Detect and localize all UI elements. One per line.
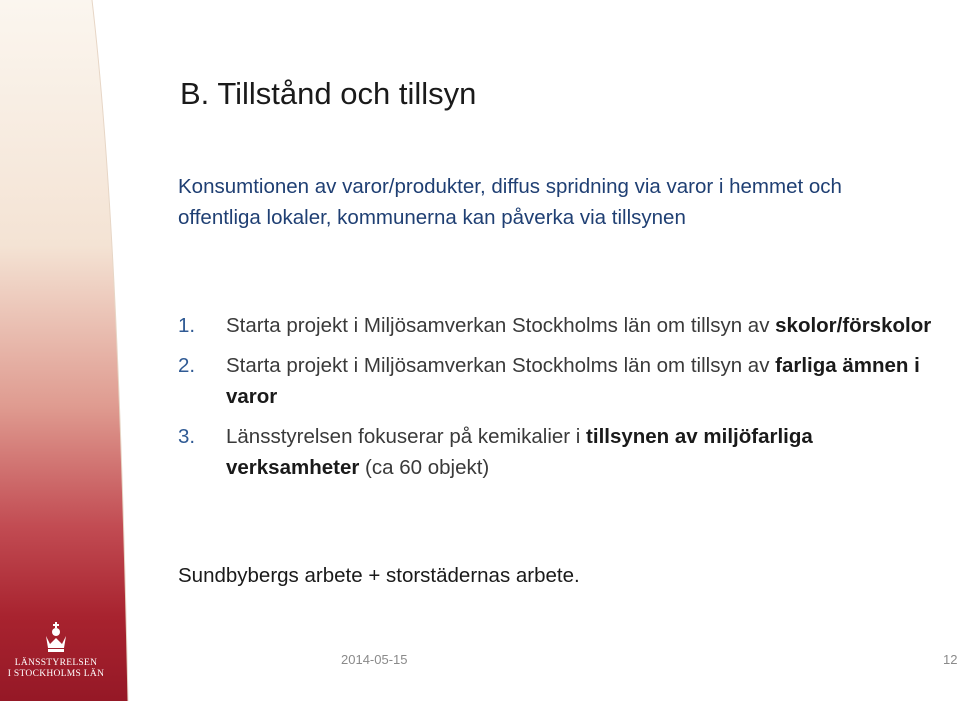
list-item-text: Starta projekt i Miljösamverkan Stockholms län om tillsyn av: [226, 314, 776, 337]
action-list: [178, 310, 938, 492]
list-item-number: 3.: [178, 425, 196, 448]
side-band: [0, 0, 130, 701]
list-item: [178, 421, 938, 483]
crown-icon: [43, 622, 69, 654]
list-item-tail: (ca 60 objekt): [359, 456, 490, 479]
list-item-number: 1.: [178, 314, 196, 337]
list-item-bold-2: miljöfarliga verksamheter: [226, 425, 813, 479]
footer-date: 2014-05-15: [341, 652, 408, 667]
intro-paragraph: Konsumtionen av varor/produkter, diffus spridning via varor i hemmet och offentliga lokaler, kommunerna kan påverka via tillsynen: [178, 175, 842, 229]
slide-title: B. Tillstånd och tillsyn: [180, 76, 477, 111]
list-item: [178, 310, 938, 341]
list-item-bold: tillsynen av: [586, 425, 698, 448]
lansstyrelsen-logo: [6, 622, 106, 692]
list-item-number: 2.: [178, 354, 196, 377]
logo-text-line1: LÄNSSTYRELSEN: [14, 658, 98, 668]
page-number: 12: [943, 652, 958, 667]
list-item-bold: farliga ämnen i varor: [226, 354, 920, 408]
side-band-graphic: [0, 0, 130, 701]
list-item-bold: skolor/förskolor: [775, 314, 932, 337]
list-item-text: Starta projekt i Miljösamverkan Stockholms län om tillsyn av: [226, 354, 776, 377]
list-item: [178, 350, 938, 412]
list-item-text: Länsstyrelsen fokuserar på kemikalier i: [226, 425, 587, 448]
closing-line: Sundbybergs arbete + storstädernas arbete.: [178, 564, 580, 587]
logo-text-line2: I STOCKHOLMS LÄN: [7, 669, 105, 679]
